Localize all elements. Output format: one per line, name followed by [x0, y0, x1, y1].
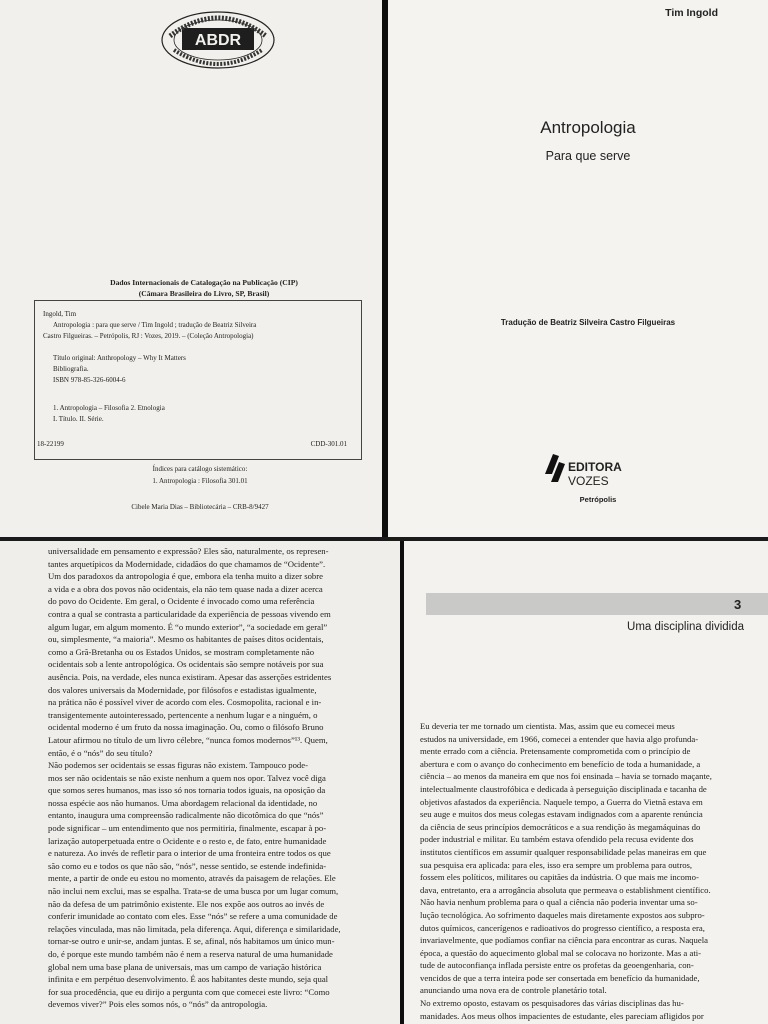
- text-line: fossem eles políticos, militares ou capitães da indústria. O que mais me incomo-: [420, 872, 699, 883]
- index-heading: Índices para catálogo sistemático:: [152, 465, 248, 473]
- text-line: objetivos afastados da experiência. Naquele tempo, a Guerra do Vietnã estava em: [420, 796, 703, 807]
- text-line: manidades. Aos meus olhos impacientes de estudante, eles pareciam afligidos por: [420, 1010, 704, 1021]
- seal-center-text: ABDR: [194, 32, 242, 49]
- index-entry: 1. Antropologia : Filosofia 301.01: [152, 477, 248, 485]
- text-line: Eu deveria ter me tornado um cientista. Mas, assim que eu comecei meus: [420, 721, 675, 731]
- text-line: tude de autoconfiança inflada persiste entre os profetas da geoengenharia, con-: [420, 960, 694, 971]
- text-line: seu auge e muitos dos meus colegas estavam indignados com a aparente renúncia: [420, 809, 703, 820]
- text-line: sua pesquisa era aplicada: para eles, isso era sempre um problema para outros,: [420, 859, 693, 870]
- text-line: devemos viver?” Pois eles somos nós, o “nós” da antropologia.: [48, 999, 268, 1010]
- text-line: algum lugar, em algum momento. É “o mundo exterior”, “a sociedade em geral”: [48, 621, 328, 632]
- text-line: dutos químicos, cancerígenos e radioativos do progresso científico, a resposta era,: [420, 922, 705, 933]
- text-line: ciência – ao menos da maneira em que nos foi ensinada – havia se tornado maçante,: [420, 771, 712, 782]
- text-line: que somos seres humanos, mas isso só nos tornaria todos iguais, na oposição da: [48, 785, 326, 796]
- text-line: contra a qual se contrasta a particularidade da experiência de pessoas vivendo em: [48, 608, 331, 619]
- text-line: época, a questão do aquecimento global mal se colocava no horizonte. Mas a ati-: [420, 947, 702, 958]
- text-line: intelectualmente claustrofóbica e dedicada à perseguição disciplinada e tacanha de: [420, 783, 707, 794]
- abdr-seal-icon: [156, 6, 280, 70]
- text-page-left: [0, 541, 400, 1024]
- text-line: não inclui nem exclui, mas se espalha. Trata-se de uma busca por um lugar comum,: [48, 886, 339, 897]
- text-line: pode significar – um entendimento que nos permitiria, finalmente, escapar à po-: [48, 823, 327, 834]
- body-text: [48, 545, 388, 1011]
- text-line: não da defesa de um patrimônio existente. Ele nos expõe aos outros ao invés de: [48, 898, 325, 909]
- text-line: universalidade em pensamento e expressão? Eles são, naturalmente, os represen-: [48, 546, 329, 556]
- chapter-title: Uma disciplina dividida: [627, 621, 744, 633]
- text-line: anunciando uma nova era de controle planetário total.: [420, 985, 607, 996]
- title-page: [388, 0, 768, 537]
- cip-line: 1. Antropologia – Filosofia 2. Etnologia: [53, 404, 165, 412]
- text-line: dos valores universais da Modernidade, por filósofos e estadistas igualmente,: [48, 684, 317, 695]
- cip-line: I. Título. II. Série.: [53, 415, 104, 423]
- text-line: Não podemos ser ocidentais se essas figuras não existem. Tampouco pode-: [48, 760, 309, 771]
- text-line: global nem uma base plana de universais, mas um campo de variação histórica: [48, 961, 322, 972]
- text-line: ocidentais sob a lente antropológica. Os ocidentais são sempre notáveis por sua: [48, 659, 324, 670]
- text-line: tornar-se outro e unir-se, andam juntas. E se, afinal, nós habitamos um único mun-: [48, 936, 335, 947]
- text-line: ou, simplesmente, “a maioria”. Mesmo os habitantes de países ditos ocidentais,: [48, 634, 324, 645]
- copyright-page: [0, 0, 382, 537]
- text-line: poder industrial e militar. Eu também estava ofendido pela recusa evidente dos: [420, 834, 694, 845]
- text-line: relações vinculada, mas não limitada, pela diferença. Aqui, diferença e similaridade,: [48, 923, 341, 934]
- text-line: Latour afirmou no título de um livro célebre, “nunca fomos modernos”¹³. Quem,: [48, 734, 328, 745]
- librarian-credit: Cibele Maria Dias – Bibliotecária – CRB-8/9427: [131, 503, 269, 511]
- text-line: abertura e com o avanço do conhecimento em benefício de toda a humanidade, a: [420, 758, 701, 769]
- text-line: mos ser não ocidentais se não existe nenhum a quem nos opor. Talvez você diga: [48, 772, 326, 783]
- text-line: na prática não é possível viver de acordo com eles. Cosmopolita, racional e in-: [48, 697, 322, 708]
- cip-line: Título original: Anthropology – Why It Matters: [53, 354, 186, 362]
- text-line: do, é porque este mundo também não é nem a reserva natural de uma humanidade: [48, 949, 333, 959]
- author-name: Tim Ingold: [665, 7, 718, 19]
- text-line: dava, entretanto, era a arrogância absoluta que permeava o establishment científico.: [420, 884, 711, 895]
- publisher-line2: VOZES: [568, 474, 609, 488]
- text-line: e natureza. Ao invés de refletir para o interior de uma fronteira entre todos os que: [48, 848, 331, 859]
- text-line: invariavelmente, que podíamos confiar na ciência para encontrar as curas. Naquela: [420, 935, 708, 946]
- publisher-city: Petrópolis: [579, 495, 617, 504]
- chapter-band: [426, 593, 768, 615]
- cip-record-box: [34, 300, 362, 460]
- text-line: entanto, inaugura uma compreensão radicalmente não dicotômica do que “nós”: [48, 810, 324, 821]
- text-line: lução tecnológica. Ao sofrimento daqueles mais diretamente expostos aos subpro-: [420, 909, 705, 920]
- cip-line: Ingold, Tim: [43, 310, 77, 318]
- cip-heading: [40, 277, 368, 299]
- text-page-right: [404, 541, 768, 1024]
- publisher-line1: EDITORA: [568, 460, 622, 474]
- text-line: Não havia nenhum problema para o qual a ciência não poderia inventar uma so-: [420, 897, 698, 908]
- text-line: da ciência de seus princípios democráticos e a sua rendição às megamáquinas do: [420, 821, 701, 832]
- text-line: conferir imunidade ao contato com eles. Esse “nós” se refere a uma comunidade de: [48, 911, 338, 922]
- text-line: nossa espécie aos não humanos. Uma abordagem relacional da identidade, no: [48, 797, 318, 808]
- cip-line: ISBN 978-85-326-6004-6: [53, 376, 126, 384]
- cip-line: Bibliografia.: [53, 365, 89, 373]
- text-line: infinita e em perpétuo desenvolvimento. É aos habitantes deste mundo, seja qual: [48, 974, 329, 985]
- text-line: Um dos paradoxos da antropologia é que, embora ela tenha muito a dizer sobre: [48, 571, 324, 582]
- text-line: então, é o “nós” do seu título?: [48, 747, 153, 758]
- text-line: transigentemente autointeressado, pertencente a nenhum lugar e a ninguém, o: [48, 709, 318, 720]
- chapter-number: 3: [734, 597, 742, 612]
- book-title: Antropologia: [540, 118, 636, 137]
- text-line: institutos científicos em assumir qualquer responsabilidade pelas maneiras em que: [420, 846, 707, 857]
- text-line: vencidos de que a terra inteira pode ser consertada em benefício da humanidade,: [420, 972, 700, 983]
- translator-credit: Tradução de Beatriz Silveira Castro Filgueiras: [500, 318, 676, 327]
- text-line: são como eu e todos os que não são, “nós”, nesse sentido, se estende indefinida-: [48, 860, 327, 871]
- text-line: do povo do Ocidente. Em geral, o Ocidente é invocado como uma referência: [48, 596, 315, 607]
- text-line: ocidental moderno é um fruto da nossa imaginação. Ou, como o filósofo Bruno: [48, 722, 324, 733]
- cip-number-right: CDD-301.01: [310, 440, 347, 448]
- cip-line: Antropologia : para que serve / Tim Ingold ; tradução de Beatriz Silveira: [53, 321, 257, 329]
- text-line: larização autoperpetuada entre o Ocidente e o resto e, de fato, entre humanidade: [48, 835, 327, 846]
- cip-number-left: 18-22199: [37, 440, 64, 448]
- text-line: a vida e a obra dos povos não ocidentais, ela não tem quase nada a dizer acerca: [48, 583, 323, 594]
- cip-subtitle: (Câmara Brasileira do Livro, SP, Brasil): [138, 289, 270, 298]
- text-line: mente errado com a ciência. Pretensamente comprometida com o princípio de: [420, 746, 691, 757]
- text-line: estudos na universidade, em 1966, comecei a entender que havia algo profunda-: [420, 733, 699, 744]
- text-line: mente, a partir de onde eu estou no momento, através da paisagem de relações. Ele: [48, 873, 336, 884]
- body-text: [420, 720, 764, 1022]
- text-line: tantes arquetípicos da Modernidade, cidadãos do que chamamos de “Ocidente”.: [48, 558, 326, 569]
- text-line: No extremo oposto, estavam os pesquisadores das várias disciplinas das hu-: [420, 998, 684, 1009]
- cip-title: Dados Internacionais de Catalogação na Publicação (CIP): [110, 278, 298, 287]
- text-line: for sua procedência, que eu dirijo a pergunta com que comecei este livro: “Como: [48, 986, 330, 997]
- cip-line: Castro Filgueiras. – Petrópolis, RJ : Vozes, 2019. – (Coleção Antropologia): [43, 332, 254, 340]
- book-subtitle: Para que serve: [545, 149, 631, 163]
- text-line: ausência. Pois, na verdade, eles nunca existiram. Apesar das asserções estridentes: [48, 671, 332, 682]
- text-line: como a Grã-Bretanha ou os Estados Unidos, se mostram completamente não: [48, 646, 315, 657]
